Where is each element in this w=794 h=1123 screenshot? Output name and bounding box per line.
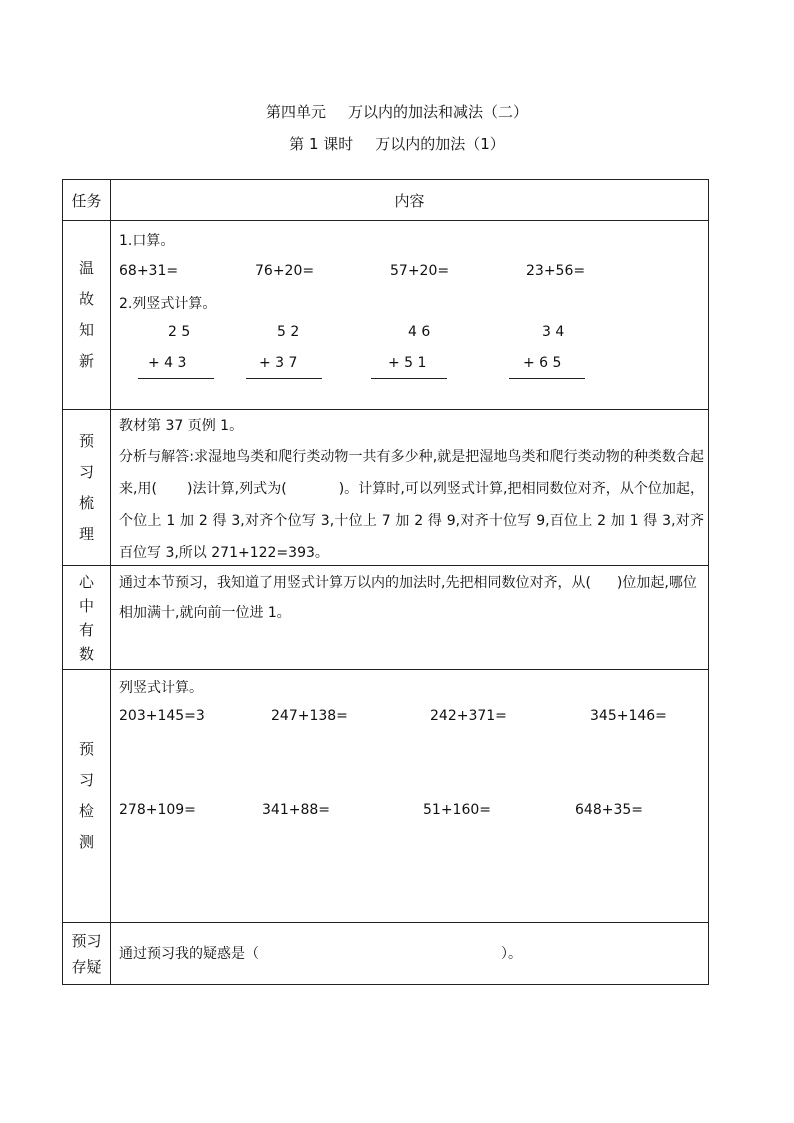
task-char: 检 (78, 802, 94, 820)
worksheet-table (62, 179, 709, 985)
mind-text-b: )位加起,哪位相加满十,就向前一位进 1。 (119, 575, 697, 621)
check-label: 列竖式计算。 (119, 680, 203, 696)
check-item: 51+160= (423, 802, 491, 818)
vertical-top: 3 4 (542, 324, 565, 340)
content-preview (111, 410, 709, 566)
mental-math-label: 1.口算。 (119, 233, 175, 249)
vertical-top: 4 6 (408, 324, 431, 340)
doubt-text-b: ）。 (501, 946, 522, 962)
blank-doubt[interactable] (271, 941, 499, 961)
answer-line (371, 378, 447, 379)
check-item: 345+146= (590, 708, 667, 724)
lesson-title (0, 133, 794, 154)
lesson-number: 第 1 课时 (289, 135, 354, 153)
row-check (63, 670, 709, 923)
row-doubt (63, 923, 709, 985)
mental-math-item: 23+56= (526, 263, 586, 279)
task-char: 测 (78, 833, 94, 851)
check-item: 341+88= (262, 802, 330, 818)
analysis-paragraph (119, 441, 704, 569)
row-review (63, 221, 709, 410)
task-char: 有 (78, 620, 94, 639)
unit-number: 第四单元 (265, 103, 326, 121)
check-item: 648+35= (575, 802, 643, 818)
table-header-row (63, 180, 709, 221)
vertical-bottom: + 4 3 (148, 355, 187, 371)
task-mind (63, 566, 111, 670)
task-word: 存疑 (71, 957, 102, 976)
task-char: 数 (78, 644, 94, 663)
answer-line (138, 378, 214, 379)
check-item: 203+145=3 (119, 708, 205, 724)
task-char: 预 (78, 740, 94, 758)
task-char: 预 (78, 431, 94, 450)
mental-math-item: 57+20= (390, 263, 450, 279)
task-char: 故 (78, 290, 94, 308)
task-char: 知 (78, 321, 94, 339)
task-preview (63, 410, 111, 566)
mental-math-item: 76+20= (255, 263, 315, 279)
task-char: 温 (78, 259, 94, 277)
header-content: 内容 (111, 180, 709, 221)
content-check (111, 670, 709, 923)
vertical-top: 5 2 (277, 324, 300, 340)
task-doubt (63, 923, 111, 985)
task-char: 中 (78, 596, 94, 615)
check-item: 278+109= (119, 802, 196, 818)
vertical-calc-label: 2.列竖式计算。 (119, 296, 217, 312)
analysis-text-a: 分析与解答:求湿地鸟类和爬行类动物一共有多少种,就是把湿地鸟类和爬行类动物的种类数合起来,用( (119, 449, 704, 497)
analysis-text-b: )法计算,列式为( (187, 481, 287, 497)
task-word: 预习 (71, 931, 102, 950)
row-mind (63, 566, 709, 670)
task-char: 心 (78, 572, 94, 591)
unit-name: 万以内的加法和减法（二） (348, 103, 529, 121)
task-char: 新 (78, 352, 94, 370)
check-item: 247+138= (271, 708, 348, 724)
vertical-bottom: + 5 1 (388, 355, 427, 371)
check-item: 242+371= (430, 708, 507, 724)
task-char: 习 (78, 771, 94, 789)
mind-paragraph (119, 568, 704, 628)
task-check (63, 670, 111, 923)
content-doubt (111, 923, 709, 985)
textbook-ref: 教材第 37 页例 1。 (119, 418, 244, 434)
mind-text-a: 通过本节预习，我知道了用竖式计算万以内的加法时,先把相同数位对齐，从( (119, 575, 591, 591)
task-review (63, 221, 111, 410)
vertical-bottom: + 6 5 (523, 355, 562, 371)
content-mind (111, 566, 709, 670)
analysis-text-c: )。计算时,可以列竖式计算,把相同数位对齐，从个位加起，个位上 1 加 2 得 3,对齐个位写 3,十位上 7 加 2 得 9,对齐十位写 9,百位上 2 加 1 得 3,对齐百位写 3,所以 271+122=393。 (119, 481, 704, 561)
task-char: 习 (78, 462, 94, 481)
vertical-bottom: + 3 7 (259, 355, 298, 371)
mental-math-item: 68+31= (119, 263, 179, 279)
answer-line (509, 378, 585, 379)
header-task: 任务 (63, 180, 111, 221)
task-char: 理 (78, 524, 94, 543)
doubt-text-a: 通过预习我的疑惑是（ (119, 946, 259, 962)
content-review (111, 221, 709, 410)
unit-title (0, 101, 794, 122)
answer-line (246, 378, 322, 379)
task-char: 梳 (78, 493, 94, 512)
row-preview (63, 410, 709, 566)
lesson-name: 万以内的加法（1） (375, 135, 505, 153)
vertical-top: 2 5 (168, 324, 191, 340)
